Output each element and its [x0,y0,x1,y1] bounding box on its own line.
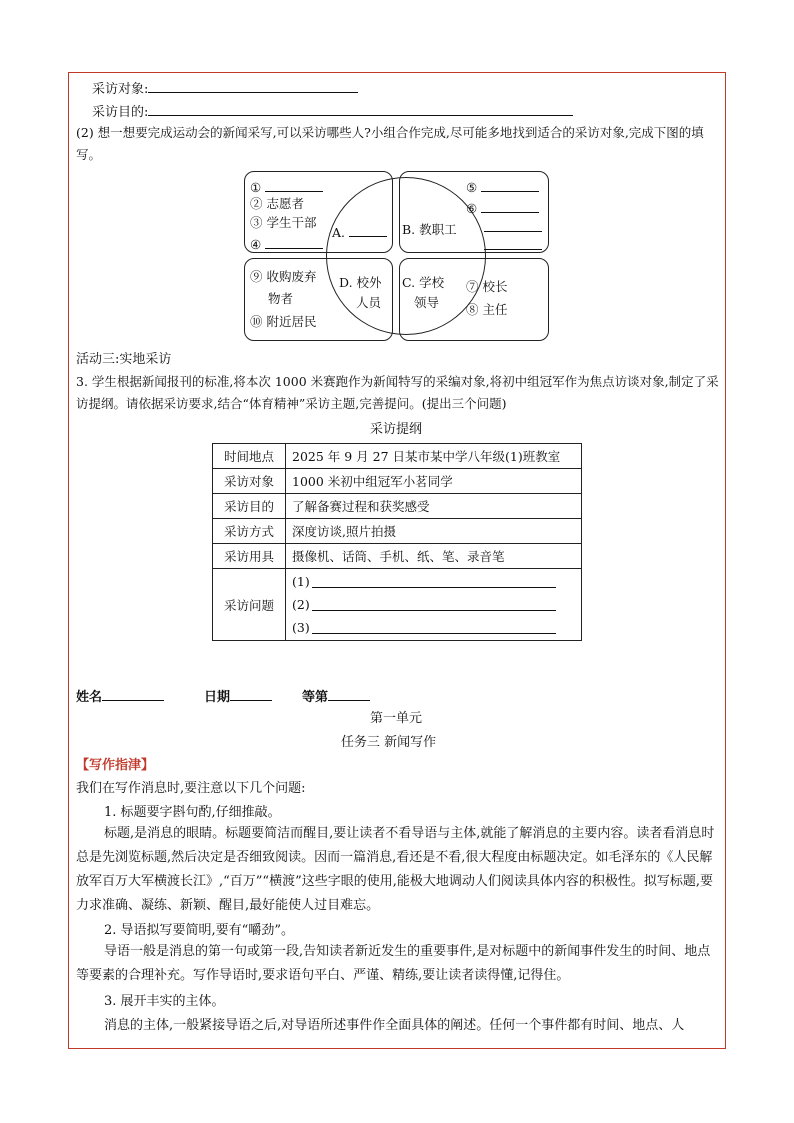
tr-blank-5[interactable] [481,179,539,192]
outline-title: 采访提纲 [370,422,423,437]
target-blank[interactable] [148,80,358,93]
guide-point-3-body: 消息的主体,一般紧接导语之后,对导语所述事件作全面具体的阐述。任何一个事件都有时间、地点、人 [104,1018,685,1033]
activity3-text: 3. 学生根据新闻报刊的标准,将本次 1000 米赛跑作为新闻特写的采编对象,将初中组冠军作为焦点访谈对象,制定了采访提纲。请依据采访要求,结合“体育精神”采访主题,完善提问。(提出三个问题) [76,374,719,411]
guide-point-2: 2. 导语拟写要简明,要有“嚼劲”。 [104,923,294,938]
tl-blank-1[interactable] [265,179,323,192]
guide-point-2-body: 导语一般是消息的第一句或第一段,告知读者新近发生的重要事件,是对标题中的新闻事件发生的时间、地点等要素的合理补充。写作导语时,要求语句平白、严谨、精练,要让读者读得懂,记得住。 [76,944,711,983]
tr-blank-7[interactable] [484,219,542,235]
category-c-2: 领导 [414,295,440,310]
grade-field: 等第 [302,688,370,704]
tl-item-4: ④ [250,236,323,252]
table-row: 采访用具 摄像机、话筒、手机、纸、笔、录音笔 [213,544,582,569]
guide-tag: 【写作指津】 [76,758,155,773]
bl-item-10: ⑩ 附近居民 [250,314,317,329]
bl-item-9: ⑨ 收购废弃 [250,269,317,284]
interviewee-diagram [244,171,549,341]
category-b: B. 教职工 [402,222,457,237]
tr-item-6: ⑥ [466,200,539,216]
purpose-field [92,103,573,119]
tl-item-1: ① [250,179,323,195]
br-item-8: ⑧ 主任 [466,302,508,317]
category-d-2: 人员 [356,295,382,310]
question-line-1[interactable]: (1) [292,570,575,593]
guide-point-1-body: 标题,是消息的眼睛。标题要简洁而醒目,要让读者不看导语与主体,就能了解消息的主要内容。读者看消息时总是先浏览标题,然后决定是否细致阅读。因而一篇消息,看还是不看,很大程度由标题决定。如毛泽东的《人民解放军百万大军横渡长江》,“百万”“横渡”这些字眼的使用,能极大地调动人们阅读具体内容的积极性。拟写标题,要力求准确、凝练、新颖、醒目,最好能使人过目难忘。 [76,826,715,913]
table-row: 采访对象 1000 米初中组冠军小茗同学 [213,469,582,494]
tl-blank-4[interactable] [265,236,323,249]
tl-item-2: ② 志愿者 [250,196,304,211]
category-a-blank[interactable] [349,224,387,237]
category-d-1: D. 校外 [339,275,382,290]
grade-blank[interactable] [328,688,370,701]
table-row: 采访问题 (1) (2) (3) [213,569,582,641]
table-row: 时间地点 2025 年 9 月 27 日某市某中学八年级(1)班教室 [213,444,582,469]
tr-blank-6[interactable] [481,200,539,213]
date-blank[interactable] [230,688,272,701]
task-title: 任务三 新闻写作 [341,735,437,750]
bl-item-9b: 物者 [268,291,294,306]
interview-outline-table [212,443,582,641]
center-circle [326,177,486,335]
category-a: A. [332,224,387,240]
category-c-1: C. 学校 [402,275,445,290]
target-label: 采访对象: [92,82,149,97]
name-field: 姓名 [76,688,164,704]
purpose-label: 采访目的: [92,105,149,120]
question-2: (2) 想一想要完成运动会的新闻采写,可以采访哪些人?小组合作完成,尽可能多地找到适合的采访对象,完成下图的填写。 [76,125,704,162]
purpose-blank[interactable] [148,103,573,116]
target-field [92,80,358,96]
activity3-title: 活动三:实地采访 [76,352,172,367]
guide-point-1: 1. 标题要字斟句酌,仔细推敲。 [104,805,281,820]
tr-item-5: ⑤ [466,179,539,195]
question-line-3[interactable]: (3) [292,616,575,639]
br-item-7: ⑦ 校长 [466,279,508,294]
questions-cell [286,569,582,641]
name-blank[interactable] [102,688,164,701]
tr-blank-8[interactable] [484,237,542,253]
table-row: 采访方式 深度访谈,照片拍摄 [213,519,582,544]
question-line-2[interactable]: (2) [292,593,575,616]
guide-point-3: 3. 展开丰实的主体。 [104,994,225,1009]
date-field: 日期 [204,688,272,704]
unit-title: 第一单元 [370,711,423,726]
guide-intro: 我们在写作消息时,要注意以下几个问题: [76,781,306,796]
tl-item-3: ③ 学生干部 [250,215,317,230]
table-row: 采访目的 了解备赛过程和获奖感受 [213,494,582,519]
